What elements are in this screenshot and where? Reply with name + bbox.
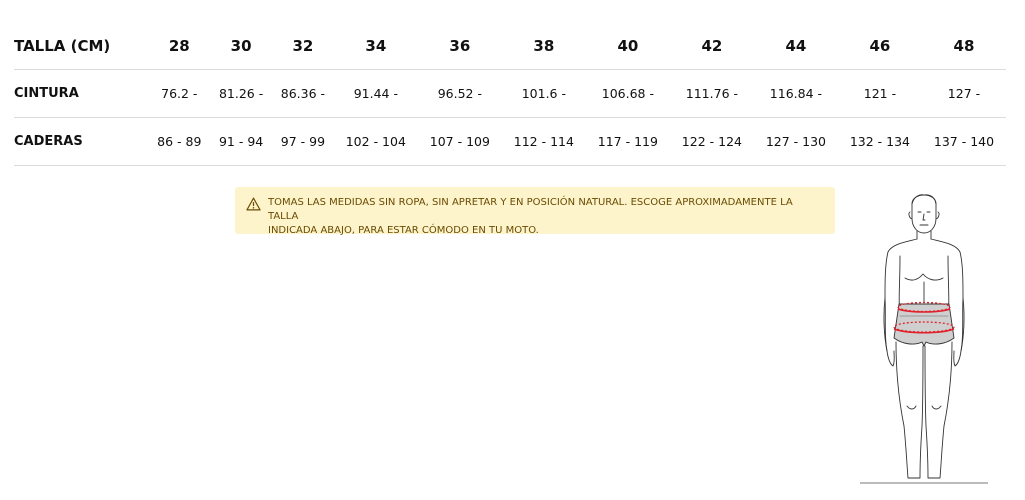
notice-line-1: TOMAS LAS MEDIDAS SIN ROPA, SIN APRETAR Y EN POSICIÓN NATURAL. ESCOGE APROXIMADAMENTE LA TALLA — [268, 197, 793, 222]
table-cell: 112 - 114 — [502, 118, 586, 166]
table-cell: 86 - 89 — [148, 118, 210, 166]
size-column-header: 28 — [148, 22, 210, 70]
size-header-label: TALLA (CM) — [14, 22, 148, 70]
size-chart-table — [14, 22, 1006, 166]
measurement-notice — [235, 187, 835, 234]
size-column-header: 32 — [272, 22, 334, 70]
body-measurement-figure — [860, 186, 988, 486]
table-cell: 132 - 134 — [838, 118, 922, 166]
table-cell: 117 - 119 — [586, 118, 670, 166]
size-column-header: 46 — [838, 22, 922, 70]
size-column-header: 38 — [502, 22, 586, 70]
table-cell: 127 - — [922, 70, 1006, 118]
table-cell: 76.2 - — [148, 70, 210, 118]
table-cell: 86.36 - — [272, 70, 334, 118]
notice-line-2: INDICADA ABAJO, PARA ESTAR CÓMODO EN TU MOTO. — [268, 225, 539, 236]
size-column-header: 40 — [586, 22, 670, 70]
table-row-cintura — [14, 70, 1006, 118]
table-cell: 116.84 - — [754, 70, 838, 118]
table-cell: 122 - 124 — [670, 118, 754, 166]
size-column-header: 30 — [210, 22, 272, 70]
table-cell: 137 - 140 — [922, 118, 1006, 166]
table-cell: 96.52 - — [418, 70, 502, 118]
table-cell: 91.44 - — [334, 70, 418, 118]
table-header-row — [14, 22, 1006, 70]
size-column-header: 42 — [670, 22, 754, 70]
table-cell: 121 - — [838, 70, 922, 118]
table-cell: 106.68 - — [586, 70, 670, 118]
table-cell: 81.26 - — [210, 70, 272, 118]
table-row-caderas — [14, 118, 1006, 166]
table-cell: 111.76 - — [670, 70, 754, 118]
size-column-header: 34 — [334, 22, 418, 70]
row-label-cintura: CINTURA — [14, 70, 148, 118]
table-cell: 107 - 109 — [418, 118, 502, 166]
size-column-header: 48 — [922, 22, 1006, 70]
figure-legs — [896, 342, 952, 478]
table-cell: 127 - 130 — [754, 118, 838, 166]
warning-icon — [246, 197, 261, 211]
table-cell: 91 - 94 — [210, 118, 272, 166]
table-cell: 102 - 104 — [334, 118, 418, 166]
size-column-header: 36 — [418, 22, 502, 70]
table-cell: 101.6 - — [502, 70, 586, 118]
table-cell: 97 - 99 — [272, 118, 334, 166]
size-column-header: 44 — [754, 22, 838, 70]
row-label-caderas: CADERAS — [14, 118, 148, 166]
